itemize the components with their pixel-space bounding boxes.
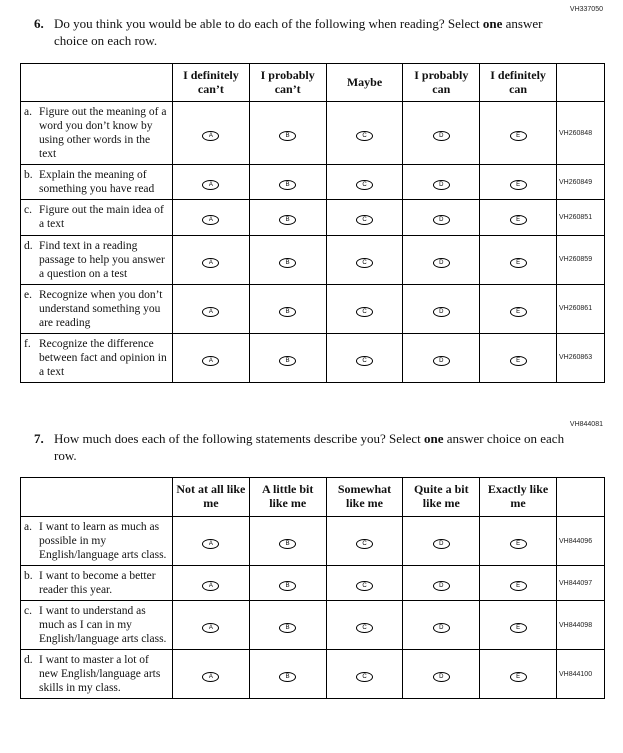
- row-code: VH260851: [557, 200, 605, 235]
- answer-bubble-e[interactable]: E: [510, 215, 527, 225]
- answer-bubble-d[interactable]: D: [433, 180, 450, 190]
- column-header: A little bit like me: [249, 478, 326, 517]
- row-code: VH260848: [557, 102, 605, 165]
- row-text: Recognize when you don’t understand something you are reading: [39, 288, 163, 329]
- answer-bubble-d[interactable]: D: [433, 131, 450, 141]
- question-7-table: [20, 477, 605, 699]
- answer-bubble-c[interactable]: C: [356, 356, 373, 366]
- table-row: [21, 165, 605, 200]
- table-row: [21, 235, 605, 284]
- row-code: VH260863: [557, 333, 605, 382]
- answer-bubble-d[interactable]: D: [433, 258, 450, 268]
- answer-bubble-a[interactable]: A: [202, 131, 219, 141]
- row-letter: d.: [24, 239, 33, 252]
- question-6-table: [20, 63, 605, 383]
- answer-bubble-a[interactable]: A: [202, 539, 219, 549]
- row-code: VH260849: [557, 165, 605, 200]
- row-text: I want to understand as much as I can in my English/language arts class.: [39, 605, 167, 646]
- answer-bubble-b[interactable]: B: [279, 356, 296, 366]
- column-header: Exactly like me: [480, 478, 557, 517]
- row-letter: b.: [24, 169, 33, 182]
- table-row: [21, 102, 605, 165]
- column-header: I probably can’t: [249, 63, 326, 102]
- row-letter: a.: [24, 106, 32, 119]
- row-code: VH844096: [557, 517, 605, 566]
- question-6-text: Do you think you would be able to do each of the following when reading? Select one answer choice on each row.: [54, 16, 543, 48]
- row-text: I want to learn as much as possible in my English/language arts class.: [39, 521, 167, 562]
- answer-bubble-a[interactable]: A: [202, 258, 219, 268]
- answer-bubble-e[interactable]: E: [510, 180, 527, 190]
- answer-bubble-b[interactable]: B: [279, 539, 296, 549]
- row-letter: c.: [24, 605, 32, 618]
- answer-bubble-b[interactable]: B: [279, 581, 296, 591]
- answer-bubble-d[interactable]: D: [433, 672, 450, 682]
- question-7-text: How much does each of the following statements describe you? Select one answer choice on each row.: [54, 430, 565, 463]
- empty-code-header: [557, 478, 605, 517]
- empty-stub-header: [21, 63, 173, 102]
- answer-bubble-e[interactable]: E: [510, 131, 527, 141]
- answer-bubble-c[interactable]: C: [356, 258, 373, 268]
- answer-bubble-c[interactable]: C: [356, 180, 373, 190]
- answer-bubble-e[interactable]: E: [510, 356, 527, 366]
- row-text: Recognize the difference between fact and opinion in a text: [39, 337, 167, 378]
- row-letter: e.: [24, 288, 32, 301]
- question-7-block: [20, 421, 605, 700]
- answer-bubble-b[interactable]: B: [279, 672, 296, 682]
- answer-bubble-c[interactable]: C: [356, 539, 373, 549]
- answer-bubble-d[interactable]: D: [433, 539, 450, 549]
- empty-code-header: [557, 63, 605, 102]
- row-text: Figure out the main idea of a text: [39, 204, 164, 231]
- row-text: Find text in a reading passage to help you answer a question on a test: [39, 239, 165, 280]
- column-header: I definitely can: [480, 63, 557, 102]
- table-row: [21, 601, 605, 650]
- answer-bubble-a[interactable]: A: [202, 180, 219, 190]
- question-6-block: [20, 6, 605, 383]
- answer-bubble-e[interactable]: E: [510, 581, 527, 591]
- question-6-number: 6.: [34, 16, 44, 31]
- answer-bubble-b[interactable]: B: [279, 131, 296, 141]
- answer-bubble-d[interactable]: D: [433, 307, 450, 317]
- answer-bubble-b[interactable]: B: [279, 180, 296, 190]
- answer-bubble-c[interactable]: C: [356, 131, 373, 141]
- answer-bubble-d[interactable]: D: [433, 215, 450, 225]
- answer-bubble-c[interactable]: C: [356, 623, 373, 633]
- answer-bubble-d[interactable]: D: [433, 356, 450, 366]
- column-header: Maybe: [326, 63, 403, 102]
- question-6-code: VH337050: [569, 6, 603, 13]
- header-row: [21, 478, 605, 517]
- header-row: [21, 63, 605, 102]
- row-code: VH260861: [557, 284, 605, 333]
- answer-bubble-e[interactable]: E: [510, 623, 527, 633]
- row-letter: f.: [24, 337, 31, 350]
- answer-bubble-b[interactable]: B: [279, 258, 296, 268]
- answer-bubble-a[interactable]: A: [202, 581, 219, 591]
- row-text: I want to become a better reader this year.: [39, 570, 156, 597]
- answer-bubble-a[interactable]: A: [202, 307, 219, 317]
- answer-bubble-e[interactable]: E: [510, 672, 527, 682]
- question-7-number: 7.: [34, 430, 44, 446]
- answer-bubble-d[interactable]: D: [433, 623, 450, 633]
- table-row: [21, 284, 605, 333]
- row-text: I want to master a lot of new English/language arts skills in my class.: [39, 654, 161, 695]
- answer-bubble-c[interactable]: C: [356, 581, 373, 591]
- table-row: [21, 200, 605, 235]
- row-code: VH844098: [557, 601, 605, 650]
- answer-bubble-c[interactable]: C: [356, 672, 373, 682]
- table-row: [21, 650, 605, 699]
- column-header: Not at all like me: [173, 478, 250, 517]
- answer-bubble-e[interactable]: E: [510, 539, 527, 549]
- column-header: I definitely can’t: [173, 63, 250, 102]
- row-letter: c.: [24, 204, 32, 217]
- row-text: Figure out the meaning of a word you don’t know by using other words in the text: [39, 106, 167, 161]
- row-code: VH260859: [557, 235, 605, 284]
- column-header: I probably can: [403, 63, 480, 102]
- row-letter: a.: [24, 521, 32, 534]
- answer-bubble-a[interactable]: A: [202, 623, 219, 633]
- row-letter: b.: [24, 570, 33, 583]
- question-7-prompt: [20, 431, 605, 465]
- table-row: [21, 566, 605, 601]
- table-row: [21, 517, 605, 566]
- answer-bubble-b[interactable]: B: [279, 215, 296, 225]
- row-text: Explain the meaning of something you have read: [39, 169, 155, 196]
- question-7-code: VH844081: [569, 420, 603, 428]
- row-letter: d.: [24, 654, 33, 667]
- answer-bubble-e[interactable]: E: [510, 307, 527, 317]
- answer-bubble-a[interactable]: A: [202, 215, 219, 225]
- column-header: Somewhat like me: [326, 478, 403, 517]
- empty-stub-header: [21, 478, 173, 517]
- answer-bubble-b[interactable]: B: [279, 623, 296, 633]
- answer-bubble-d[interactable]: D: [433, 581, 450, 591]
- answer-bubble-b[interactable]: B: [279, 307, 296, 317]
- row-code: VH844097: [557, 566, 605, 601]
- answer-bubble-a[interactable]: A: [202, 672, 219, 682]
- answer-bubble-a[interactable]: A: [202, 356, 219, 366]
- column-header: Quite a bit like me: [403, 478, 480, 517]
- answer-bubble-e[interactable]: E: [510, 258, 527, 268]
- answer-bubble-c[interactable]: C: [356, 307, 373, 317]
- answer-bubble-c[interactable]: C: [356, 215, 373, 225]
- table-row: [21, 333, 605, 382]
- question-6-prompt: [20, 16, 605, 50]
- row-code: VH844100: [557, 650, 605, 699]
